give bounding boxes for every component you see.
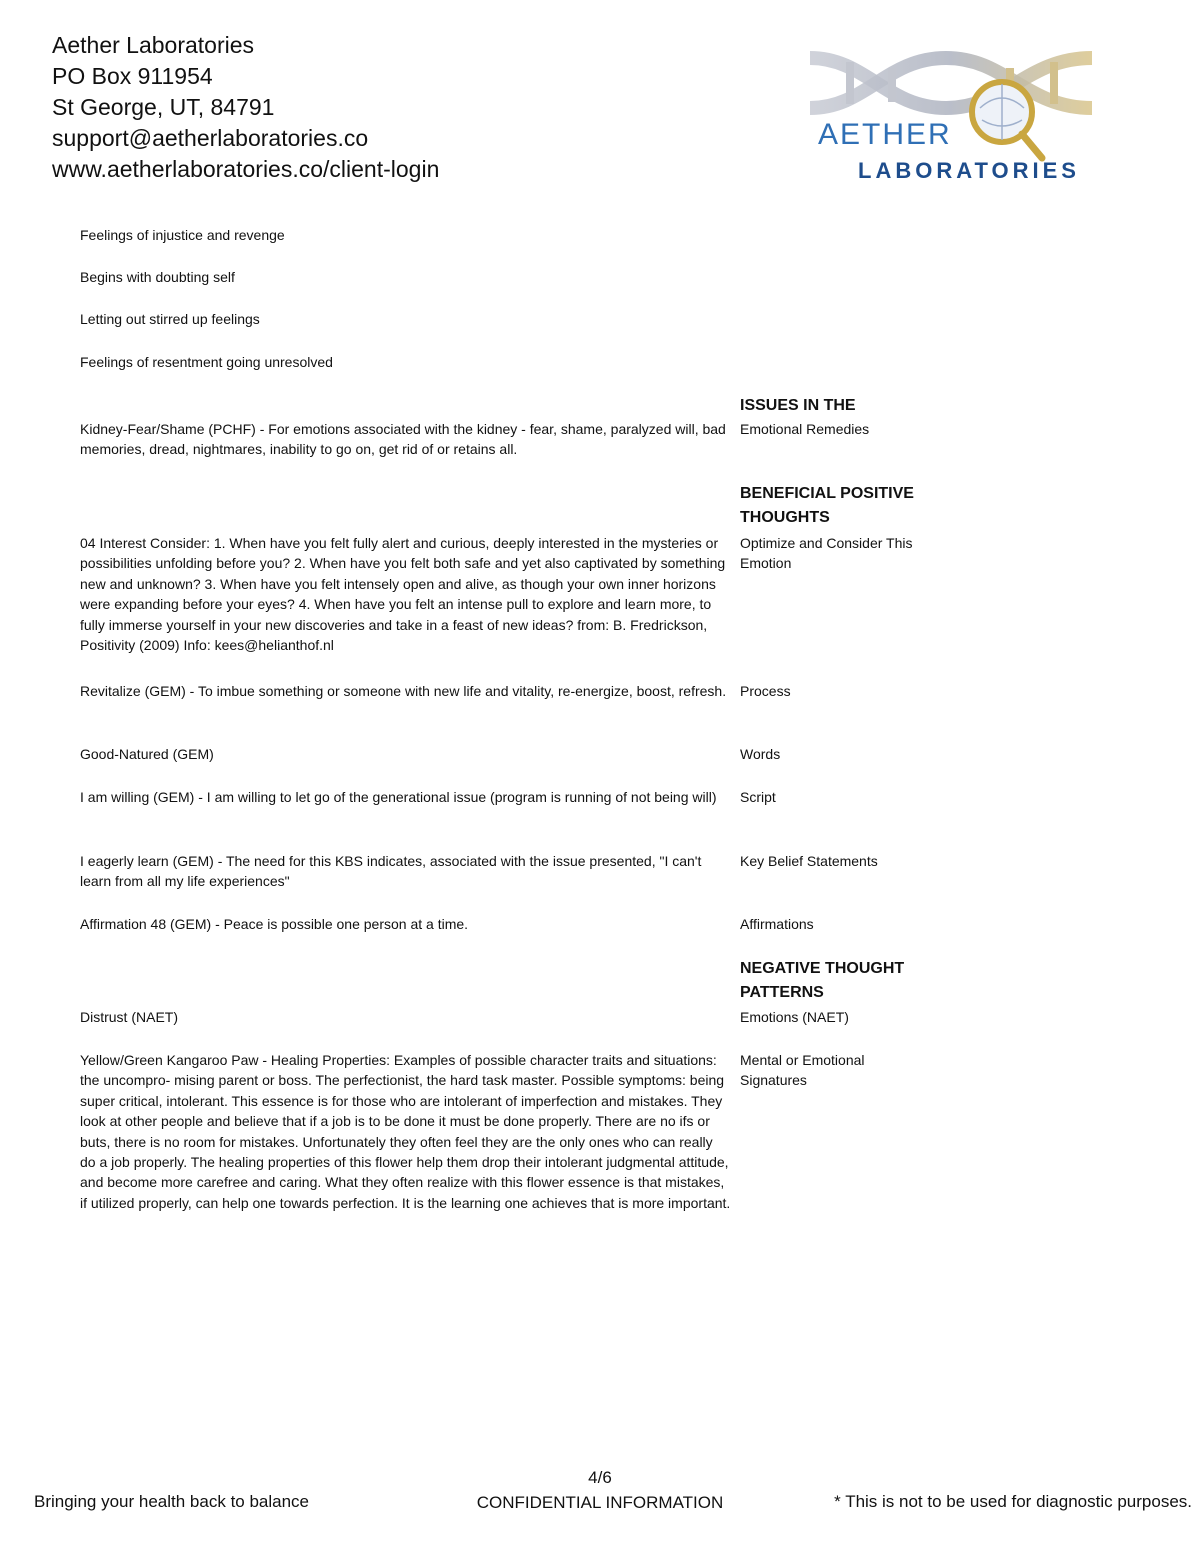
section-heading-issues: ISSUES IN THE [740, 397, 856, 414]
support-email: support@aetherlaboratories.co [52, 125, 369, 151]
logo-word-laboratories: LABORATORIES [858, 158, 1080, 183]
city-state-zip: St George, UT, 84791 [52, 94, 275, 120]
beneficial-row-text: I am willing (GEM) - I am willing to let go of the generational issue (program is running of not being will) [80, 789, 717, 805]
page-footer [0, 1466, 1200, 1526]
dna-logo-graphic [806, 28, 1106, 186]
beneficial-row-category: Key Belief Statements [740, 853, 878, 869]
company-name: Aether Laboratories [52, 32, 255, 58]
po-box: PO Box 911954 [52, 63, 213, 89]
negative-row-category: Emotions (NAET) [740, 1009, 849, 1025]
list-item: Feelings of resentment going unresolved [80, 354, 333, 370]
company-address-block [52, 30, 439, 185]
beneficial-row-category: Script [740, 789, 776, 805]
beneficial-row-text: Affirmation 48 (GEM) - Peace is possible one person at a time. [80, 916, 469, 932]
beneficial-row-text: 04 Interest Consider: 1. When have you felt fully alert and curious, deeply interested in the mysteries or possibilities unfolding before you? 2. When have you felt both safe and yet also captivated by something new and unknown? 3. When have you felt intensely open and alive, as though your own inner horizons were expanding before your eyes? 4. When have you felt an intense pull to explore and learn more, to fully immerse yourself in your new discoveries and take in a feast of new ideas? from: B. Fredrickson, Positivity (2009) Info: kees@helianthof.nl [80, 535, 726, 654]
page-number: 4/6 [588, 1468, 612, 1487]
footer-confidential: CONFIDENTIAL INFORMATION [476, 1493, 724, 1512]
beneficial-row-text: I eagerly learn (GEM) - The need for this KBS indicates, associated with the issue presented, "I can't learn from all my life experiences" [80, 853, 702, 890]
section-heading-beneficial: BENEFICIAL POSITIVE THOUGHTS [740, 485, 914, 526]
beneficial-row-category: Optimize and Consider This Emotion [740, 535, 913, 572]
website-url: www.aetherlaboratories.co/client-login [52, 156, 440, 182]
aether-laboratories-logo [806, 28, 1106, 186]
footer-tagline: Bringing your health back to balance [34, 1492, 310, 1511]
negative-row-text: Distrust (NAET) [80, 1009, 178, 1025]
negative-row-category: Mental or Emotional Signatures [740, 1052, 865, 1089]
issue-row-category: Emotional Remedies [740, 421, 870, 437]
list-item: Begins with doubting self [80, 269, 235, 285]
logo-word-aether: AETHER [818, 118, 952, 151]
negative-row-text: Yellow/Green Kangaroo Paw - Healing Properties: Examples of possible character traits and situations: the uncompro- mising parent or boss. The perfectionist, the hard task master. Possible symptoms: being super critical, intolerant. This essence is for those who are intolerant of imperfection and mistakes. They look at other people and believe that if a job is to be done it must be done properly. There are no ifs or buts, there is no room for mistakes. Unfortunately they often feel they are the only ones who can really do a job properly. The healing properties of this flower help them drop their intolerant judgmental attitude, and become more carefree and caring. What they often realize with this flower essence is that mistakes, if utilized properly, can help one towards perfection. It is the learning one achieves that is more important. [80, 1052, 731, 1211]
issue-row-text: Kidney-Fear/Shame (PCHF) - For emotions associated with the kidney - fear, shame, paralyzed will, bad memories, dread, nightmares, inability to go on, get rid of or retains all. [80, 421, 726, 458]
beneficial-row-category: Process [740, 683, 791, 699]
beneficial-row-text: Good-Natured (GEM) [80, 746, 214, 762]
beneficial-row-category: Words [740, 746, 781, 762]
beneficial-row-category: Affirmations [740, 916, 814, 932]
footer-disclaimer: * This is not to be used for diagnostic purposes. [834, 1492, 1192, 1511]
list-item: Feelings of injustice and revenge [80, 227, 285, 243]
beneficial-row-text: Revitalize (GEM) - To imbue something or someone with new life and vitality, re-energize, boost, refresh. [80, 683, 727, 699]
list-item: Letting out stirred up feelings [80, 311, 260, 327]
section-heading-negative: NEGATIVE THOUGHT PATTERNS [740, 960, 905, 1001]
